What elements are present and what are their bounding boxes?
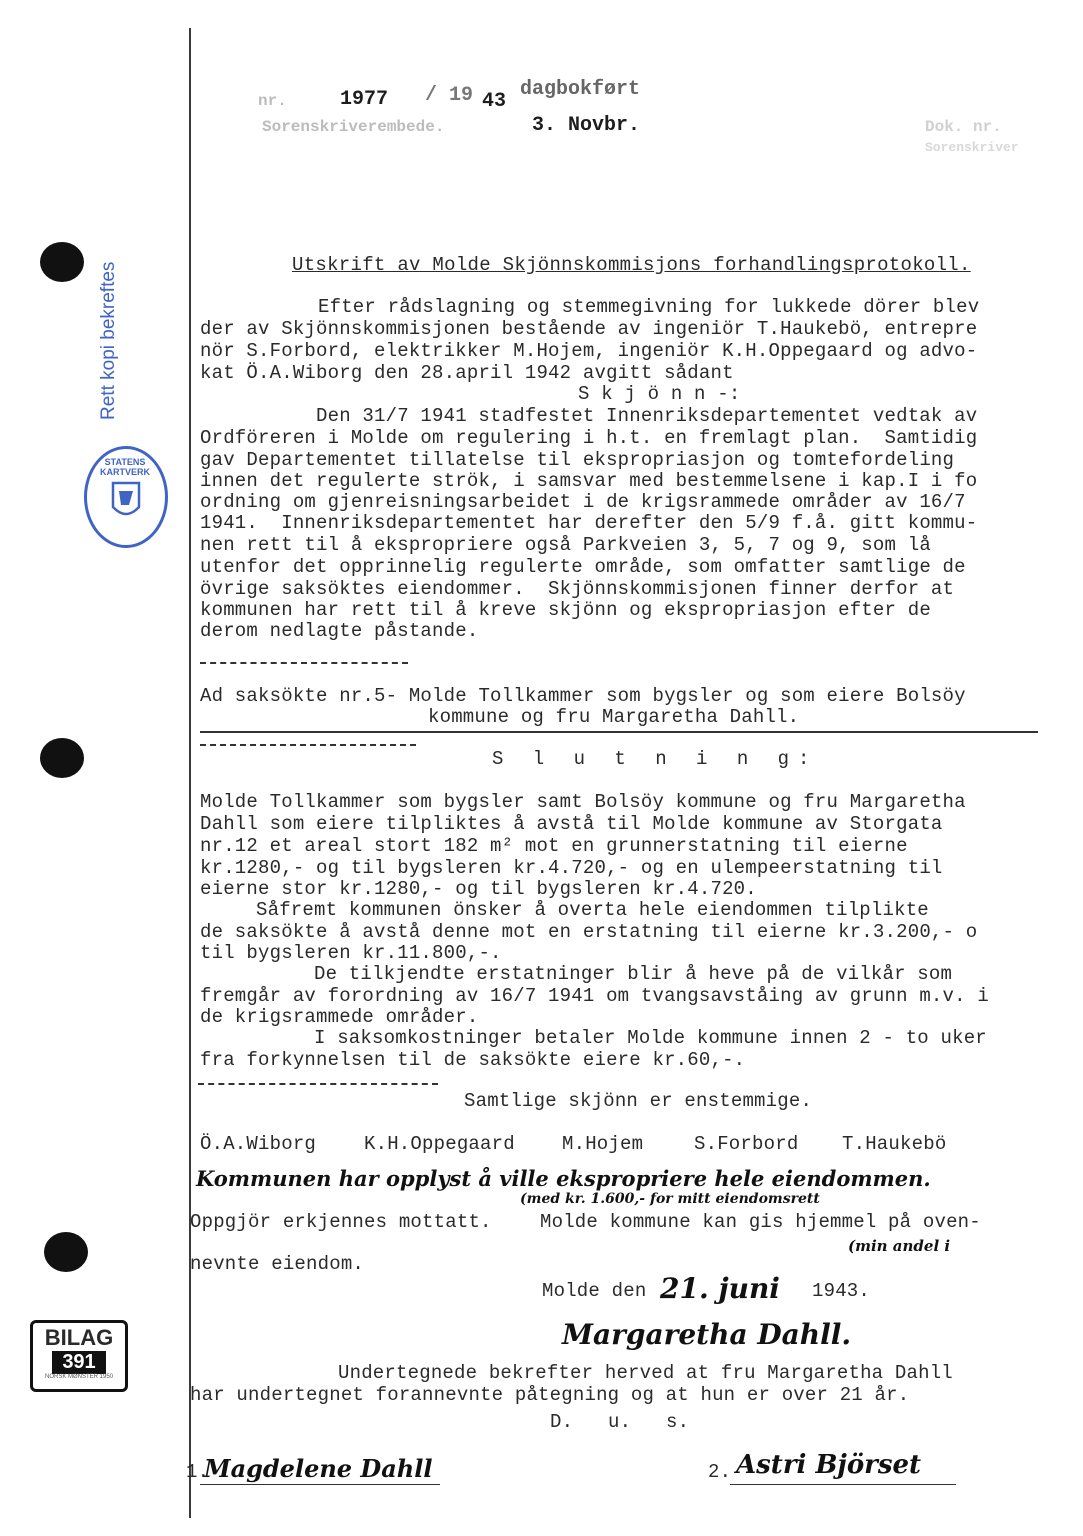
handwritten-note: Kommunen har opplyst å ville ekspropriere hele eiendommen. (196, 1166, 931, 1191)
unanimous-line: Samtlige skjönn er enstemmige. (464, 1090, 813, 1112)
witness-2-underline (730, 1484, 956, 1485)
header-right-faint-2: Sorenskriver (925, 140, 1019, 155)
place-date-year: 1943. (812, 1280, 871, 1302)
slutning-line: eierne stor kr.1280,- og til bygsleren kr.4.720. (200, 878, 757, 900)
skjonn-line: gav Departementet tillatelse til ekspropriasjon og tomtefordeling (200, 449, 955, 471)
document-title: Utskrift av Molde Skjönnskommisjons forhandlingsprotokoll. (292, 254, 971, 276)
header-slash-year: / 19 (425, 84, 474, 107)
witness-line: Undertegnede bekrefter herved at fru Margaretha Dahll (338, 1362, 953, 1384)
skjonn-line: utenfor det opprinnelig regulerte område, som omfatter samtlige de (200, 556, 966, 578)
skjonn-line: innen det regulerte strök, i samsvar med bestemmelsene i kap.I i fo (200, 470, 978, 492)
skjonn-line: övrige saksöktes eiendommer. Skjönnskommisjonen finner derfor at (200, 578, 955, 600)
slutning-line: I saksomkostninger betaler Molde kommune innen 2 - to uker (314, 1027, 987, 1049)
bilag-number: 391 (52, 1351, 105, 1374)
dus-line: D. u. s. (550, 1411, 690, 1433)
skjonn-line: nen rett til å ekspropriere også Parkveien 3, 5, 7 og 9, som lå (200, 534, 931, 556)
handwritten-note-3: (min andel i (848, 1237, 951, 1255)
slutning-line: kr.1280,- og til bygsleren kr.4.720,- og en ulempeerstatning til (200, 857, 943, 879)
punch-hole-top (40, 242, 84, 282)
divider-dashes (200, 662, 408, 664)
punch-hole-middle (40, 738, 84, 778)
witness-2-number: 2. (708, 1461, 732, 1483)
receipt-line: Oppgjör erkjennes mottatt. (190, 1211, 492, 1233)
header-right-faint-1: Dok. nr. (925, 118, 1002, 136)
skjonn-line: Den 31/7 1941 stadfestet Innenriksdepartementet vedtak av (316, 405, 978, 427)
ad-saksokte-line-2: kommune og fru Margaretha Dahll. (428, 706, 800, 728)
slutning-line: Såfremt kommunen önsker å overta hele eiendommen tilplikte (256, 899, 929, 921)
slutning-line: de saksökte å avstå denne mot en erstatning til eierne kr.3.200,- o (200, 921, 978, 943)
place-date-prefix: Molde den (542, 1280, 647, 1302)
slutning-line: til bygsleren kr.11.800,-. (200, 942, 502, 964)
bilag-small: NORSK MØNSTER 1950 (44, 1374, 114, 1380)
signature-margaretha: Margaretha Dahll. (562, 1318, 852, 1351)
divider-dashes (198, 1083, 438, 1085)
intro-line: der av Skjönnskommisjonen bestående av ingeniör T.Haukebö, entrepre (200, 318, 978, 340)
bilag-label: BILAG (44, 1325, 114, 1350)
skjonn-line: derom nedlagte påstande. (200, 620, 479, 642)
margin-line (189, 28, 191, 1518)
header-stamp-word: dagbokført (520, 78, 641, 101)
slutning-line: De tilkjendte erstatninger blir å heve på de vilkår som (314, 963, 953, 985)
witness-line: har undertegnet forannevnte påtegning og at hun er over 21 år. (190, 1384, 910, 1406)
intro-line: nör S.Forbord, elektrikker M.Hojem, ingeniör K.H.Oppegaard og advo- (200, 340, 978, 362)
skjonn-line: kommunen har rett til å kreve skjönn og ekspropriasjon efter de (200, 599, 931, 621)
header-year: 43 (482, 90, 507, 113)
witness-1-number: 1. (186, 1461, 210, 1483)
handwritten-date: 21. juni (660, 1272, 780, 1305)
ad-underline (200, 731, 1038, 733)
slutning-line: Dahll som eiere tilpliktes å avstå til Molde kommune av Storgata (200, 813, 943, 835)
slutning-line: de krigsrammede områder. (200, 1006, 479, 1028)
witness-1-signature: Magdelene Dahll (204, 1454, 433, 1483)
handwritten-note-2: (med kr. 1.600,- for mitt eiendomsrett (520, 1191, 820, 1207)
skjonn-heading: S k j ö n n -: (578, 383, 741, 405)
member-name: M.Hojem (562, 1133, 644, 1155)
stamp-text: STATENS KARTVERK (99, 457, 150, 477)
divider-dashes (200, 744, 416, 746)
member-name: S.Forbord (694, 1133, 799, 1155)
receipt-line-b: Molde kommune kan gis hjemmel på oven- (540, 1211, 981, 1233)
header-nr-prefix: nr. (258, 92, 287, 110)
rett-kopi-note: Rett kopi bekreftes (98, 261, 119, 420)
header-number: 1977 (340, 88, 389, 111)
member-name: Ö.A.Wiborg (200, 1133, 317, 1155)
slutning-line: fremgår av forordning av 16/7 1941 om tvangsavståing av grunn m.v. i (200, 985, 989, 1007)
skjonn-line: Ordföreren i Molde om regulering i h.t. en fremlagt plan. Samtidig (200, 427, 978, 449)
ad-saksokte-line: Ad saksökte nr.5- Molde Tollkammer som bygsler og som eiere Bolsöy (200, 685, 966, 707)
punch-hole-bottom (44, 1232, 88, 1272)
receipt-line-2: nevnte eiendom. (190, 1253, 365, 1275)
slutning-line: nr.12 et areal stort 182 m² mot en grunnerstatning til eierne (200, 835, 908, 857)
witness-1-underline (200, 1484, 440, 1485)
witness-2-signature: Astri Björset (736, 1450, 922, 1480)
slutning-line: fra forkynnelsen til de saksökte eiere kr.60,-. (200, 1049, 746, 1071)
slutning-line: Molde Tollkammer som bygsler samt Bolsöy kommune og fru Margaretha (200, 791, 966, 813)
skjonn-line: 1941. Innenriksdepartementet har derefter den 5/9 f.å. gitt kommu- (200, 512, 978, 534)
skjonn-line: ordning om gjenreisningsarbeidet i de krigsrammede områder av 16/7 (200, 491, 966, 513)
intro-line: kat Ö.A.Wiborg den 28.april 1942 avgitt sådant (200, 362, 734, 384)
member-name: T.Haukebö (842, 1133, 947, 1155)
bilag-stamp (30, 1320, 128, 1392)
member-name: K.H.Oppegaard (364, 1133, 515, 1155)
header-office: Sorenskriverembede. (262, 118, 445, 136)
header-date: 3. Novbr. (532, 114, 641, 137)
statens-kartverk-stamp (84, 446, 168, 548)
intro-line: Efter rådslagning og stemmegivning for lukkede dörer blev (318, 296, 980, 318)
slutning-heading: S l u t n i n g: (492, 748, 819, 770)
